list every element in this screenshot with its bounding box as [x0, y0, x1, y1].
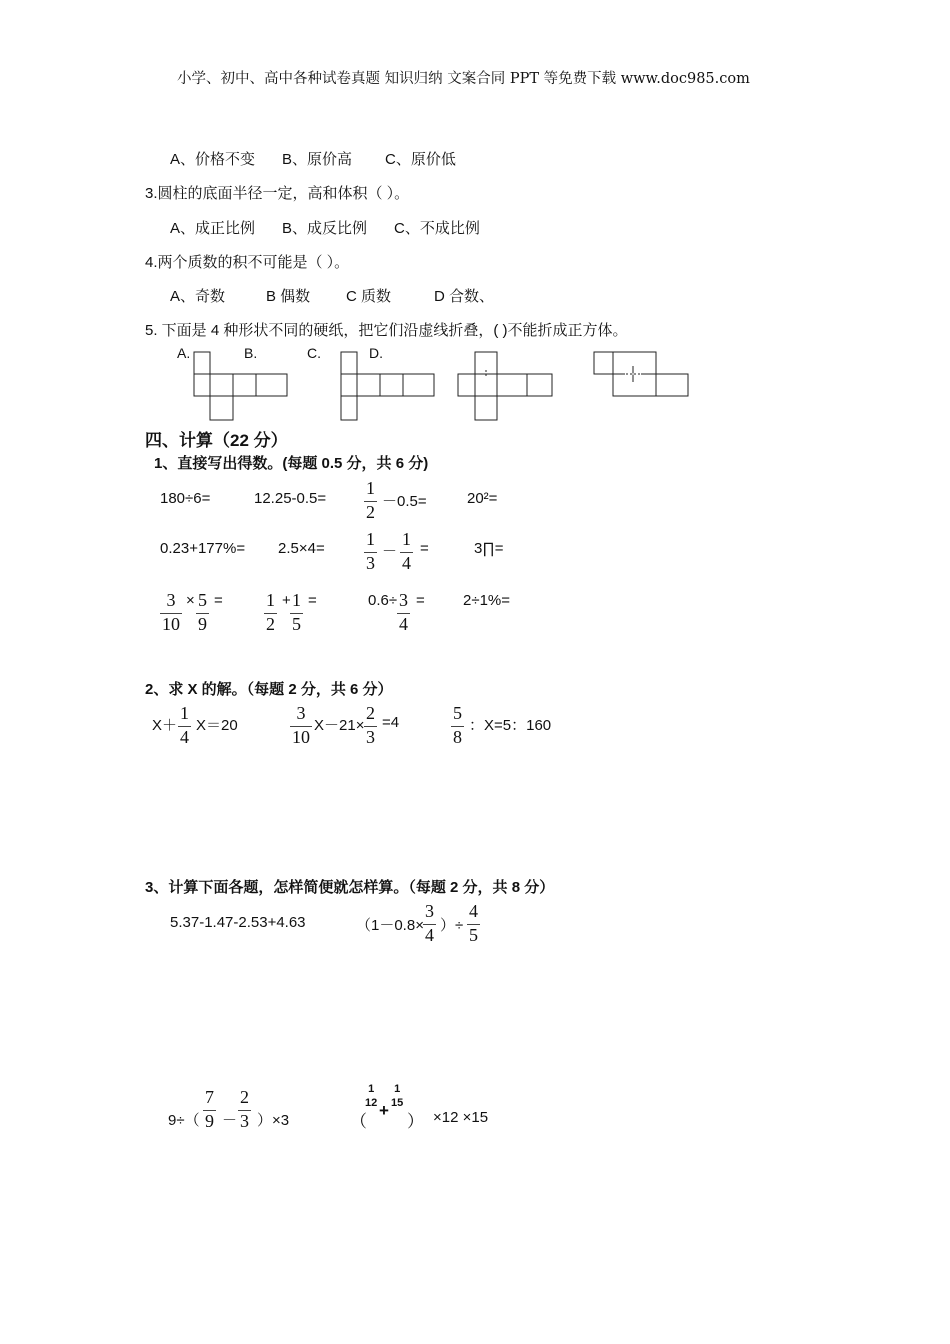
p2-e1-pre: X＋	[152, 717, 178, 734]
q5-label-d: D.	[369, 345, 383, 361]
p3-e2-pre: （1－0.8×	[356, 917, 424, 934]
p1-r1c2: 12.25-0.5=	[254, 490, 327, 507]
p1-r2c3-eq: =	[420, 540, 429, 557]
q5-label-b: B.	[244, 345, 258, 361]
p3-e4-fraction-1: 1 12	[365, 1083, 378, 1109]
part2-title: 2、求 X 的解。（每题 2 分，共 6 分）	[145, 681, 393, 698]
part3-title: 3、计算下面各题，怎样简便就怎样算。（每题 2 分，共 8 分）	[145, 879, 555, 896]
cube-nets-figure	[0, 0, 950, 430]
p1-r1c3-rest: －0.5=	[382, 493, 427, 510]
p2-e2-post: =4	[382, 714, 400, 731]
page-header: 小学、初中、高中各种试卷真题 知识归纳 文案合同 PPT 等免费下载 www.doc985.com	[177, 71, 750, 87]
q5-label-a: A.	[177, 345, 191, 361]
p3-e3-pre: 9÷（	[168, 1112, 200, 1129]
q4-option-c: C 质数	[346, 288, 392, 305]
q3-option-a: A、成正比例	[170, 220, 256, 237]
q3-option-b: B、成反比例	[282, 220, 368, 237]
p1-r3c1-eq: =	[214, 592, 223, 609]
p1-r3c2-fraction-1: $\frac{1}{2}$	[266, 590, 275, 634]
p2-e2-fraction-1: $\frac{3}{10}$	[292, 703, 310, 747]
p1-r3c2-fraction-2: $\frac{1}{5}$	[292, 590, 301, 634]
q5-label-c: C.	[307, 345, 321, 361]
p1-r3c1-fraction-2: $\frac{5}{9}$	[198, 590, 207, 634]
q3-stem: 3.圆柱的底面半径一定，高和体积（ ）。	[145, 185, 410, 202]
q4-option-b: B 偶数	[266, 288, 311, 305]
p3-e2-fraction-2: $\frac{4}{5}$	[469, 901, 478, 945]
section-4-title: 四、计算（22 分）	[145, 431, 288, 450]
p2-e1-fraction: $\frac{1}{4}$	[180, 703, 189, 747]
p3-e3-post: ）×3	[257, 1112, 290, 1129]
q4-option-a: A、奇数	[170, 288, 226, 305]
p1-r2c1: 0.23+177%=	[160, 540, 246, 557]
p1-r2c3-op: －	[382, 543, 398, 560]
p1-r2c2: 2.5×4=	[278, 540, 325, 557]
p1-r2c3-fraction-1: $\frac{1}{3}$	[366, 529, 375, 573]
cube-net-c	[458, 352, 552, 420]
p2-e3-fraction: $\frac{5}{8}$	[453, 703, 462, 747]
p1-r3c1-op: ×	[186, 592, 195, 609]
q4-stem: 4.两个质数的积不可能是（ ）。	[145, 254, 350, 271]
p2-e1-post: X＝20	[196, 717, 238, 734]
p1-r3c1-fraction-1: $\frac{3}{10}$	[162, 590, 180, 634]
q2-option-b: B、原价高	[282, 151, 353, 168]
p1-r3c2-eq: =	[308, 592, 317, 609]
cube-net-d	[594, 352, 688, 396]
p1-r2c3-fraction-2: $\frac{1}{4}$	[402, 529, 411, 573]
q4-option-d: D 合数、	[434, 288, 495, 305]
p1-r3c3-eq: =	[416, 592, 425, 609]
q5-stem: 5. 下面是 4 种形状不同的硬纸，把它们沿虚线折叠，( )不能折成正方体。	[145, 322, 628, 339]
p1-r3c3-fraction: $\frac{3}{4}$	[399, 590, 408, 634]
p3-e1: 5.37-1.47-2.53+4.63	[170, 914, 306, 931]
p3-e4-op: +	[379, 1101, 389, 1120]
part1-title: 1、直接写出得数。(每题 0.5 分，共 6 分)	[154, 455, 429, 472]
p3-e2-mid: ）÷	[440, 917, 464, 934]
q2-option-c: C、原价低	[385, 151, 456, 168]
p1-r2c4: 3∏=	[474, 540, 504, 557]
p3-e2-fraction-1: $\frac{3}{4}$	[425, 901, 434, 945]
p1-r1c3-fraction: $\frac{1}{2}$	[366, 478, 375, 522]
p3-e3-fraction-2: $\frac{2}{3}$	[240, 1087, 249, 1131]
q2-option-a: A、价格不变	[170, 151, 256, 168]
p2-e2-mid: X－21×	[314, 717, 365, 734]
cube-net-b	[341, 352, 434, 420]
p1-r3c3-pre: 0.6÷	[368, 592, 398, 609]
cube-net-a	[194, 352, 287, 420]
p3-e4-close: ）	[407, 1112, 424, 1131]
p3-e3-fraction-1: $\frac{7}{9}$	[205, 1087, 214, 1131]
p2-e2-fraction-2: $\frac{2}{3}$	[366, 703, 375, 747]
p1-r1c1: 180÷6=	[160, 490, 211, 507]
p3-e4-open: （	[350, 1112, 367, 1131]
p1-r1c4: 20²=	[467, 490, 498, 507]
p1-r3c4: 2÷1%=	[463, 592, 511, 609]
p3-e4-fraction-2: 1 15	[391, 1083, 404, 1109]
p1-r3c2-op: +	[282, 592, 291, 609]
p3-e4-post: ×12 ×15	[433, 1109, 489, 1126]
p2-e3-post: ：X=5：160	[469, 717, 552, 734]
p3-e3-op: －	[222, 1112, 238, 1129]
q3-option-c: C、不成比例	[394, 220, 480, 237]
